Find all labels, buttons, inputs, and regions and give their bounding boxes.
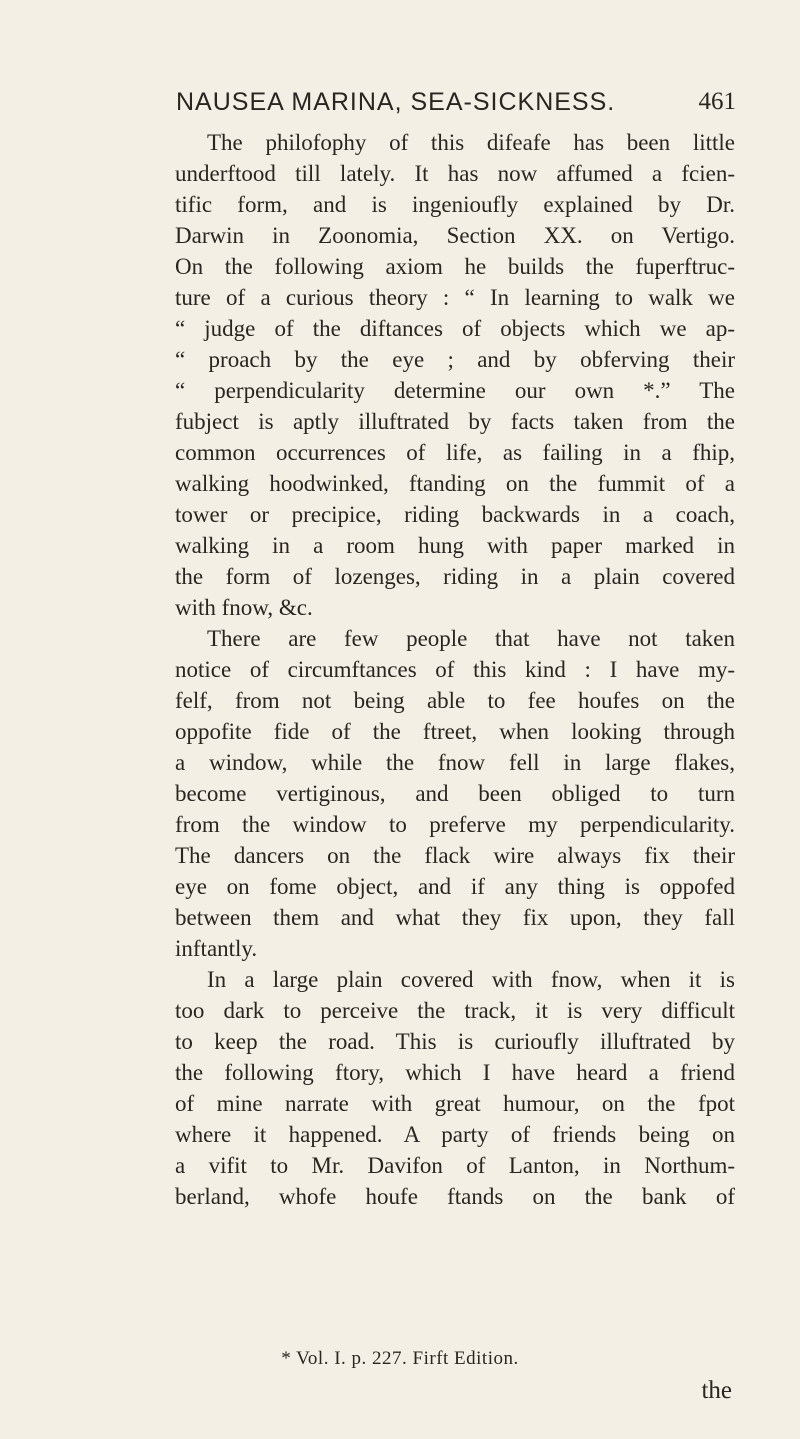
text-line: ture of a curious theory : “ In learning to walk we [175,285,735,310]
text-line: walking in a room hung with paper marked in [175,533,735,558]
running-title: NAUSEA MARINA, SEA-SICKNESS. [176,88,616,116]
text-line: become vertiginous, and been obliged to turn [175,781,735,806]
footnote: * Vol. I. p. 227. Firft Edition. [281,1348,519,1369]
text-line: tific form, and is ingenioufly explained by Dr. [175,192,735,217]
text-line: from the window to preferve my perpendicularity. [175,812,735,837]
text-line: with fnow, &c. [175,595,313,620]
text-line: “ judge of the diftances of objects which we ap- [175,316,735,341]
text-line: where it happened. A party of friends being on [175,1122,735,1147]
text-line: berland, whofe houfe ftands on the bank of [175,1184,735,1209]
text-line: “ proach by the eye ; and by obferving their [175,347,735,372]
text-line: “ perpendicularity determine our own *.” The [175,378,735,403]
text-line: oppofite fide of the ftreet, when looking through [175,719,735,744]
text-line: inftantly. [175,936,258,961]
body-text [175,127,735,1212]
text-line: The philofophy of this difeafe has been little [207,130,735,155]
text-line: tower or precipice, riding backwards in a coach, [175,502,735,527]
text-line: felf, from not being able to fee houfes on the [175,688,735,713]
text-line: too dark to perceive the track, it is very difficult [175,998,735,1023]
text-line: of mine narrate with great humour, on the fpot [175,1091,735,1116]
text-line: the following ftory, which I have heard a friend [175,1060,735,1085]
catchword: the [701,1377,732,1404]
text-line: fubject is aptly illuftrated by facts taken from the [175,409,735,434]
page-number: 461 [698,88,736,115]
text-line: walking hoodwinked, ftanding on the fummit of a [175,471,735,496]
text-line: a vifit to Mr. Davifon of Lanton, in Northum- [175,1153,735,1178]
text-line: In a large plain covered with fnow, when it is [207,967,735,992]
text-line: to keep the road. This is curioufly illuftrated by [175,1029,735,1054]
text-line: underftood till lately. It has now affumed a fcien- [175,161,735,186]
text-line: between them and what they fix upon, they fall [175,905,735,930]
page-header [176,88,736,124]
text-line: The dancers on the flack wire always fix their [175,843,735,868]
text-line: Darwin in Zoonomia, Section XX. on Vertigo. [175,223,735,248]
text-line: a window, while the fnow fell in large flakes, [175,750,735,775]
text-line: On the following axiom he builds the fuperftruc- [175,254,735,279]
text-line: common occurrences of life, as failing in a fhip, [175,440,735,465]
text-line: eye on fome object, and if any thing is oppofed [175,874,735,899]
text-line: notice of circumftances of this kind : I have my- [175,657,735,682]
text-line: There are few people that have not taken [207,626,735,651]
text-line: the form of lozenges, riding in a plain covered [175,564,735,589]
